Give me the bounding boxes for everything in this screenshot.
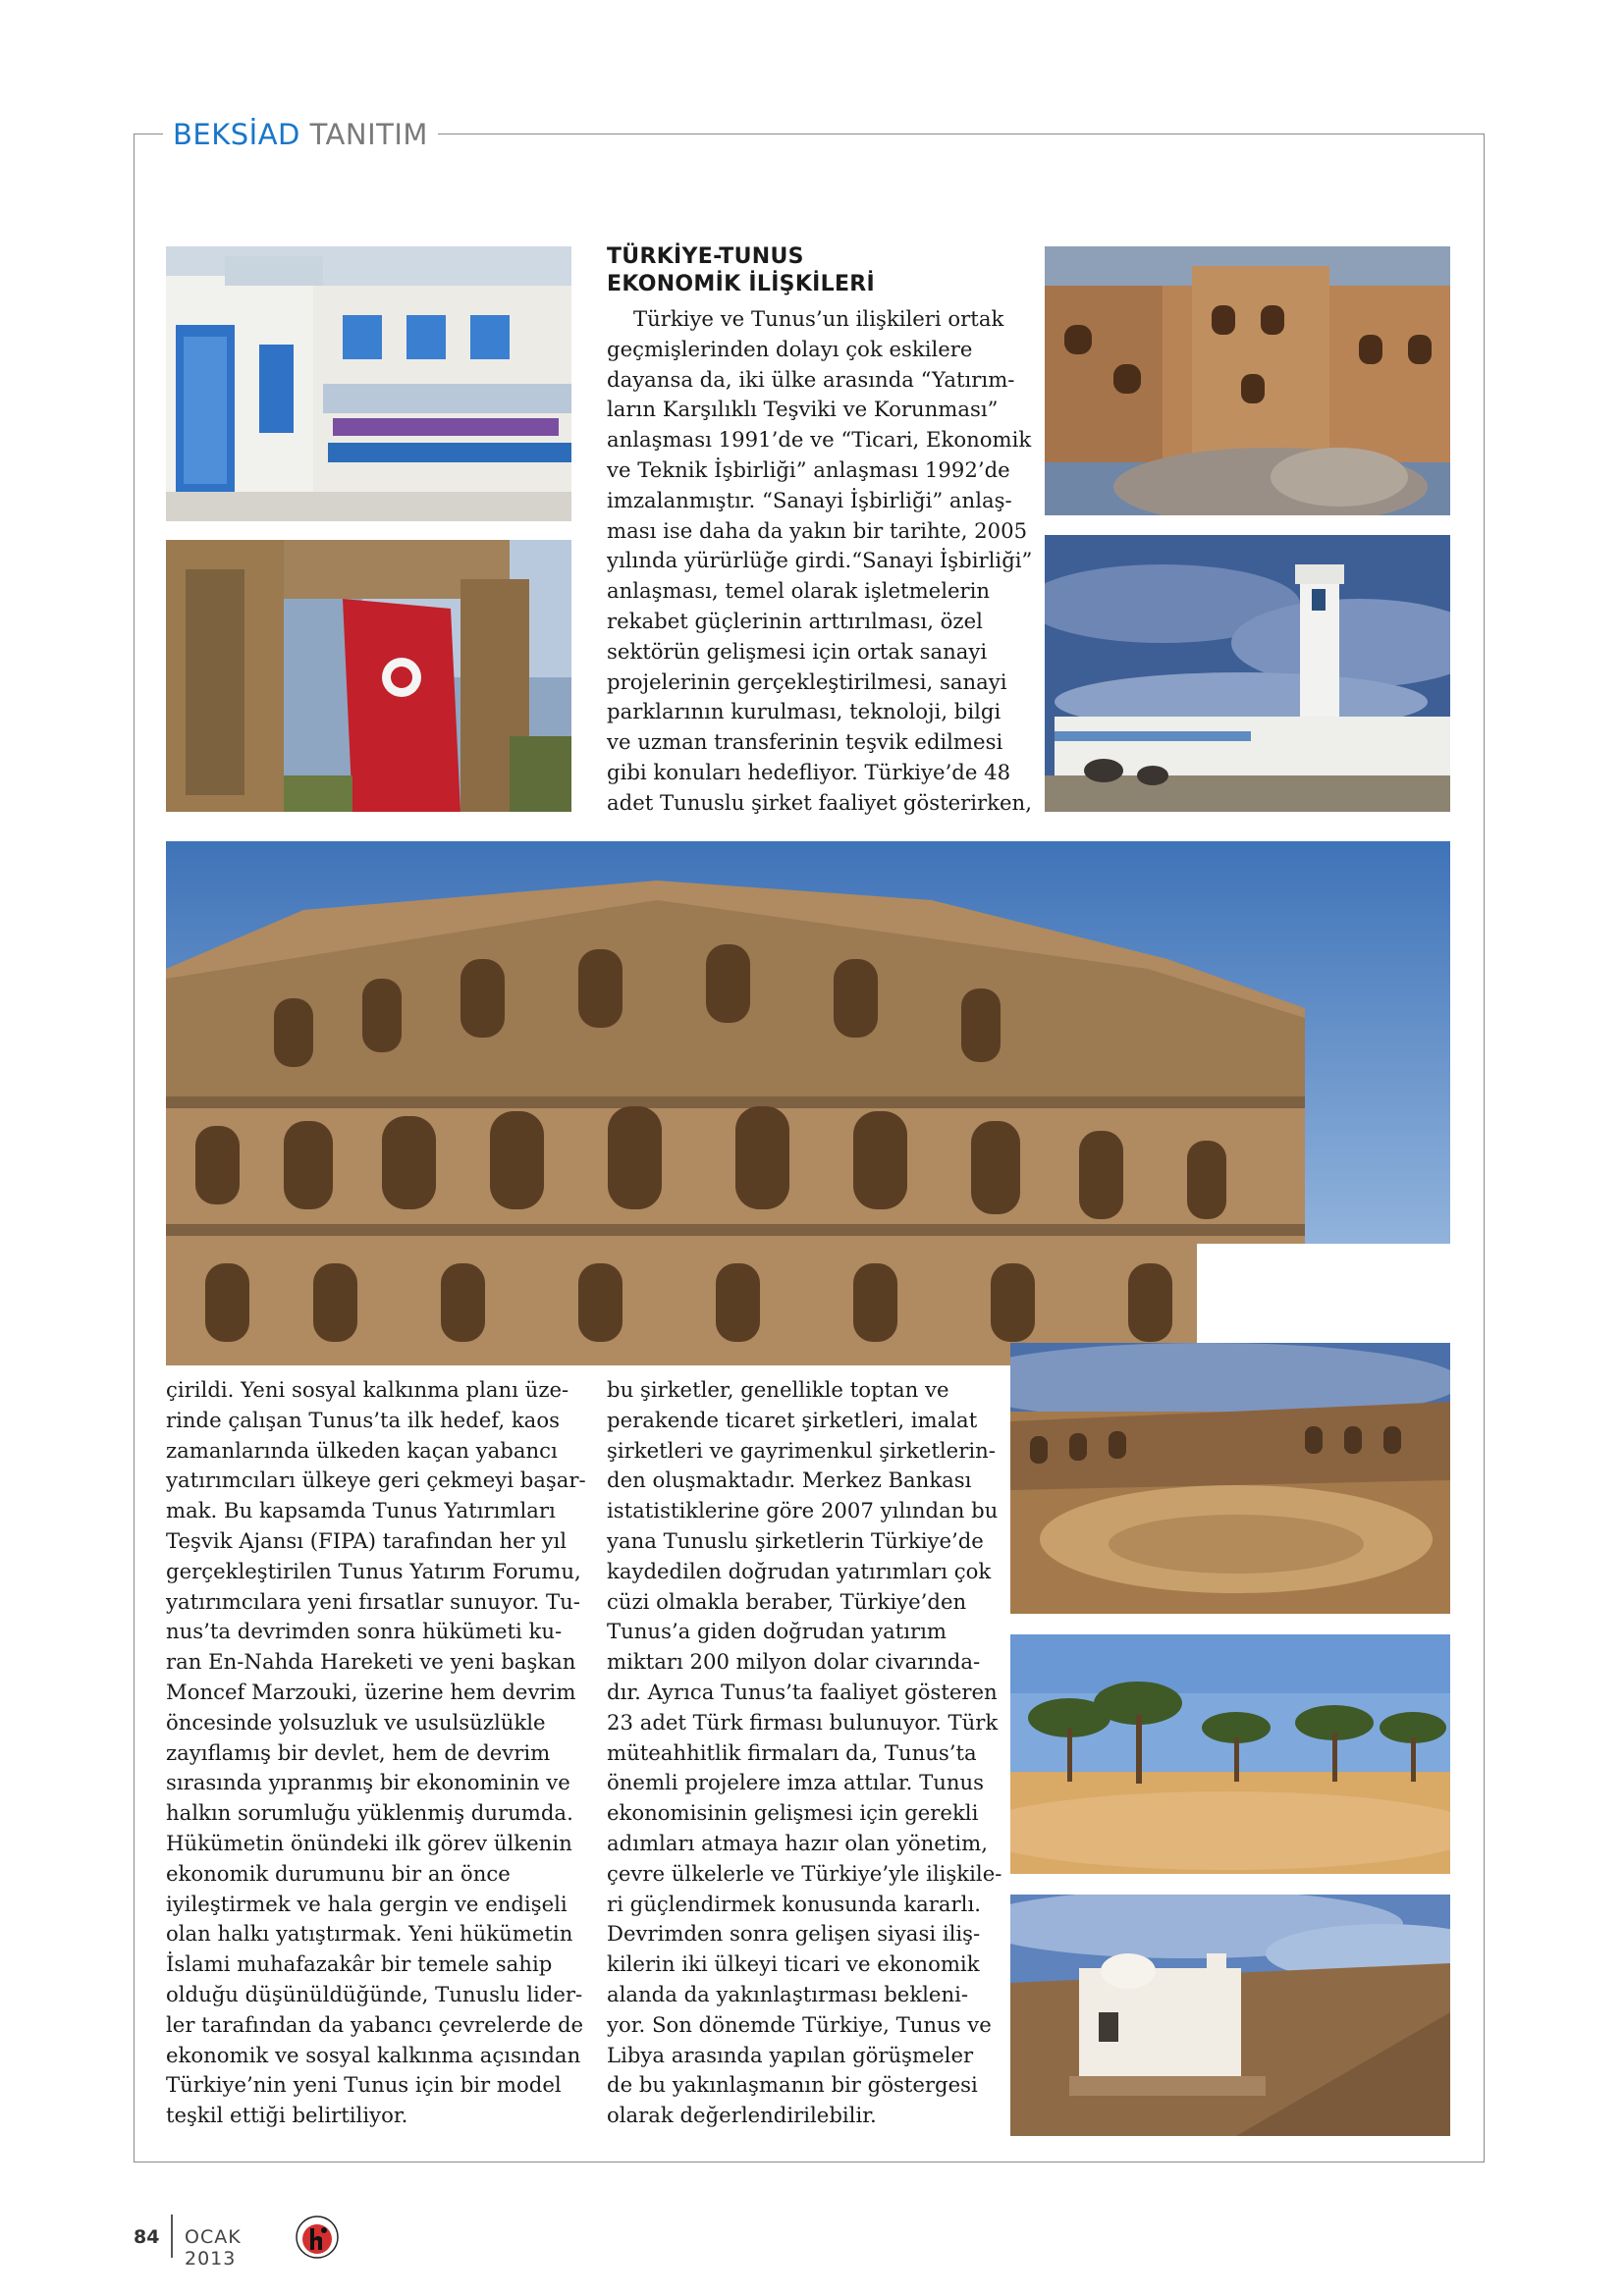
text-line: İslami muhafazakâr bir temele sahip xyxy=(166,1951,553,1977)
text-line: öncesinde yolsuzluk ve usulsüzlükle xyxy=(166,1709,546,1735)
text-line: den oluşmaktadır. Merkez Bankası xyxy=(607,1468,972,1493)
text-line: adımları atmaya hazır olan yönetim, xyxy=(607,1830,988,1855)
text-line: mak. Bu kapsamda Tunus Yatırımları xyxy=(166,1498,556,1523)
text-line: Türkiye ve Tunus’un ilişkileri ortak xyxy=(607,306,1004,331)
text-line: projelerinin gerçekleştirilmesi, sanayi xyxy=(607,668,1007,694)
photo-arch-flag xyxy=(166,540,571,812)
text-line: perakende ticaret şirketleri, imalat xyxy=(607,1407,978,1432)
text-line: şirketleri ve gayrimenkul şirketlerin- xyxy=(607,1437,996,1463)
text-line: olan halkı yatıştırmak. Yeni hükümetin xyxy=(166,1921,573,1947)
text-line: nus’ta devrimden sonra hükümeti ku- xyxy=(166,1619,563,1644)
text-line: 23 adet Türk firması bulunuyor. Türk xyxy=(607,1709,999,1735)
text-line: yatırımcılara yeni fırsatlar sunuyor. Tu- xyxy=(166,1588,580,1614)
text-line: sırasında yıpranmış bir ekonominin ve xyxy=(166,1770,570,1795)
text-line: Libya arasında yapılan görüşmeler xyxy=(607,2042,974,2067)
article-column-top xyxy=(607,304,1032,819)
article-title xyxy=(607,243,875,298)
text-line: cüzi olmakla beraber, Türkiye’den xyxy=(607,1588,967,1614)
issue-date: OCAK 2013 xyxy=(185,2226,242,2269)
text-line: parklarının kurulması, teknoloji, bilgi xyxy=(607,699,1001,724)
text-line: anlaşması, temel olarak işletmelerin xyxy=(607,578,991,604)
title-line: TÜRKİYE-TUNUS xyxy=(607,244,804,269)
photo-sidi-bou-said xyxy=(166,246,571,521)
photo-desert-palms xyxy=(1010,1634,1450,1874)
article-column-left xyxy=(166,1375,586,2131)
text-line: rekabet güçlerinin arttırılması, özel xyxy=(607,608,983,633)
text-line: olarak değerlendirilebilir. xyxy=(607,2103,877,2128)
text-line: yılında yürürlüğe girdi.“Sanayi İşbirliği” xyxy=(607,548,1033,573)
text-line: yatırımcıları ülkeye geri çekmeyi başar- xyxy=(166,1468,586,1493)
photo-el-djem-colosseum xyxy=(166,841,1450,1365)
text-line: halkın sorumluğu yüklenmiş durumda. xyxy=(166,1800,573,1826)
photo-ksar xyxy=(1045,246,1450,515)
photo-colosseum-interior xyxy=(1010,1343,1450,1614)
text-line: zamanlarında ülkeden kaçan yabancı xyxy=(166,1437,558,1463)
text-line: yor. Son dönemde Türkiye, Tunus ve xyxy=(607,2011,992,2037)
header-brand: BEKSİAD xyxy=(173,118,300,151)
text-line: olduğu düşünüldüğünde, Tunuslu lider- xyxy=(166,1981,583,2006)
text-line: ekonomisinin gelişmesi için gerekli xyxy=(607,1800,979,1826)
text-line: Devrimden sonra gelişen siyasi iliş- xyxy=(607,1921,981,1947)
text-line: miktarı 200 milyon dolar civarında- xyxy=(607,1649,981,1675)
text-line: sektörün gelişmesi için ortak sanayi xyxy=(607,638,988,664)
text-line: müteahhitlik firmaları da, Tunus’ta xyxy=(607,1739,977,1765)
text-line: ve Teknik İşbirliği” anlaşması 1992’de xyxy=(607,456,1010,482)
text-line: ekonomik durumunu bir an önce xyxy=(166,1860,511,1886)
text-line: istatistiklerine göre 2007 yılından bu xyxy=(607,1498,999,1523)
section-header xyxy=(163,114,438,155)
beksiad-logo-icon xyxy=(295,2215,340,2260)
text-line: geçmişlerinden dolayı çok eskilere xyxy=(607,336,973,361)
text-line: iyileştirmek ve hala gergin ve endişeli xyxy=(166,1891,568,1916)
text-line: ler tarafından da yabancı çevrelerde de xyxy=(166,2011,584,2037)
text-line: gibi konuları hedefliyor. Türkiye’de 48 xyxy=(607,759,1011,784)
text-line: çevre ülkelerle ve Türkiye’yle ilişkile- xyxy=(607,1860,1002,1886)
text-line: ri güçlendirmek konusunda kararlı. xyxy=(607,1891,981,1916)
photo-white-tomb xyxy=(1010,1895,1450,2136)
text-line: zayıflamış bir devlet, hem de devrim xyxy=(166,1739,551,1765)
text-line: kilerin iki ülkeyi ticari ve ekonomik xyxy=(607,1951,980,1977)
text-line: gerçekleştirilen Tunus Yatırım Forumu, xyxy=(166,1558,581,1583)
title-line: EKONOMİK İLİŞKİLERİ xyxy=(607,272,876,296)
text-line: kaydedilen doğrudan yatırımları çok xyxy=(607,1558,992,1583)
footer-divider xyxy=(171,2215,173,2258)
text-line: ve uzman transferinin teşvik edilmesi xyxy=(607,729,1003,755)
text-line: çirildi. Yeni sosyal kalkınma planı üze- xyxy=(166,1377,569,1402)
text-line: yana Tunuslu şirketlerin Türkiye’de xyxy=(607,1527,984,1553)
text-line: alanda da yakınlaştırması bekleni- xyxy=(607,1981,969,2006)
text-line: dayansa da, iki ülke arasında “Yatırım- xyxy=(607,366,1015,392)
text-line: bu şirketler, genellikle toptan ve xyxy=(607,1377,949,1402)
text-line: anlaşması 1991’de ve “Ticari, Ekonomik xyxy=(607,427,1032,453)
text-line: de bu yakınlaşmanın bir göstergesi xyxy=(607,2072,978,2098)
text-line: Türkiye’nin yeni Tunus için bir model xyxy=(166,2072,562,2098)
text-line: önemli projelere imza attılar. Tunus xyxy=(607,1770,985,1795)
text-line: dır. Ayrıca Tunus’ta faaliyet gösteren xyxy=(607,1679,998,1704)
text-line: Moncef Marzouki, üzerine hem devrim xyxy=(166,1679,576,1704)
article-column-middle xyxy=(607,1375,1001,2131)
text-line: teşkil ettiği belirtiliyor. xyxy=(166,2103,408,2128)
text-line: imzalanmıştır. “Sanayi İşbirliği” anlaş- xyxy=(607,487,1012,512)
text-line: ların Karşılıklı Teşviki ve Korunması” xyxy=(607,397,999,422)
text-line: ran En-Nahda Hareketi ve yeni başkan xyxy=(166,1649,576,1675)
photo-minaret xyxy=(1045,535,1450,812)
text-line: Hükümetin önündeki ilk görev ülkenin xyxy=(166,1830,572,1855)
text-line: adet Tunuslu şirket faaliyet gösterirken, xyxy=(607,789,1032,815)
text-line: ekonomik ve sosyal kalkınma açısından xyxy=(166,2042,581,2067)
text-line: Tunus’a giden doğrudan yatırım xyxy=(607,1619,947,1644)
header-section: TANITIM xyxy=(309,118,428,151)
text-line: ması ise daha da yakın bir tarihte, 2005 xyxy=(607,517,1028,543)
text-line: rinde çalışan Tunus’ta ilk hedef, kaos xyxy=(166,1407,560,1432)
page-number: 84 xyxy=(134,2226,160,2248)
text-line: Teşvik Ajansı (FIPA) tarafından her yıl xyxy=(166,1527,568,1553)
